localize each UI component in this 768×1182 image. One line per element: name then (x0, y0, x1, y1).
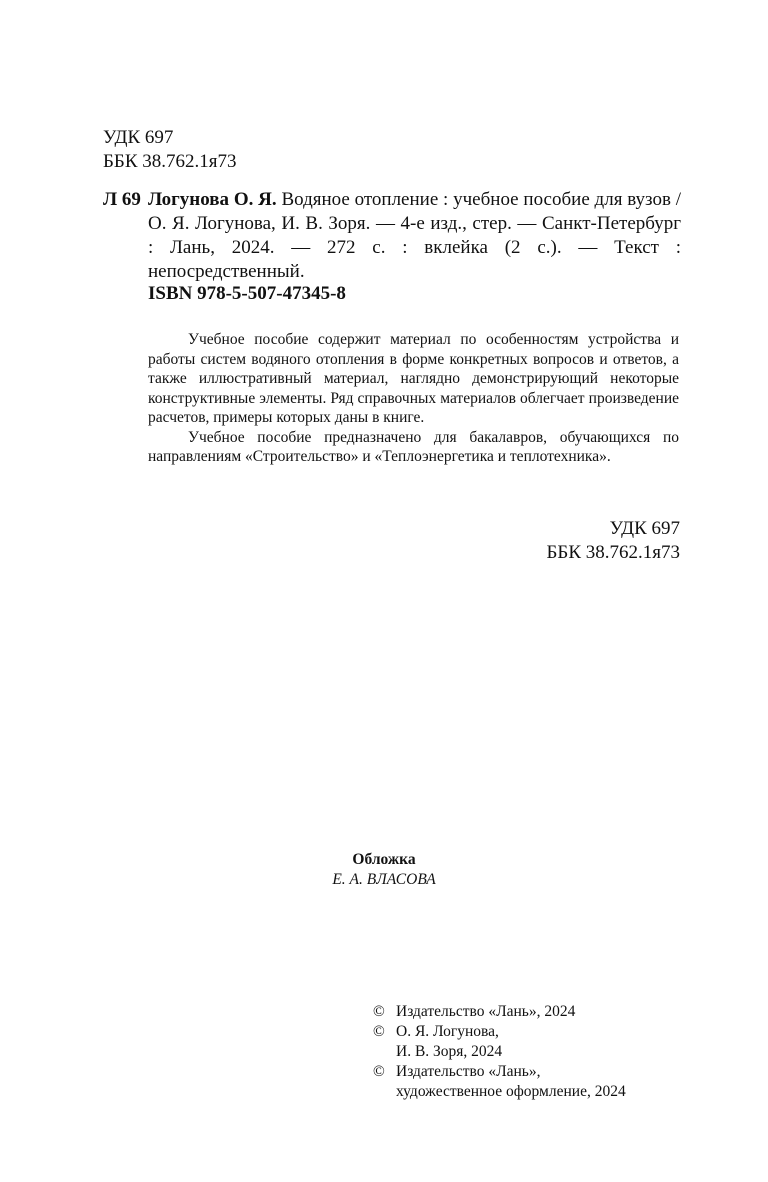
copyright-icon: © (373, 1063, 385, 1080)
bbk-code: ББК 38.762.1я73 (103, 151, 237, 172)
classification-codes-bottom (547, 517, 680, 565)
copyright-icon: © (373, 1023, 385, 1040)
udk-code-bottom: УДК 697 (609, 518, 680, 539)
copyright-text: Издательство «Лань», 2024 (396, 1003, 576, 1020)
annotation (148, 330, 679, 467)
bbk-code-bottom: ББК 38.762.1я73 (546, 542, 680, 563)
author-heading: Логунова О. Я. (148, 189, 277, 210)
copyright-notice-publisher (373, 1002, 703, 1022)
description-text: Водяное отопление : учебное пособие для вузов / О. Я. Логунова, И. В. Зоря. — 4-е изд., стер. — Санкт-Петербург : Лань, 2024. — 272 с. : вклейка (2 с.). — Текст : непосредственный. (148, 189, 681, 282)
udk-code: УДК 697 (103, 127, 174, 148)
cover-credit (0, 850, 768, 889)
isbn: ISBN 978-5-507-47345-8 (148, 283, 346, 304)
annotation-paragraph-1: Учебное пособие содержит материал по особенностям устройства и работы систем водяного отопления в форме конкретных вопросов и ответов, а также иллюстративный материал, наглядно демонстрирующий некоторые конструктивные элементы. Ряд справочных материалов облегчает произведение расчетов, примеры которых даны в книге. (148, 331, 679, 426)
bibliographic-description (148, 188, 681, 284)
copyright-text: И. В. Зоря, 2024 (396, 1043, 503, 1060)
copyright-text: Издательство «Лань», (396, 1063, 541, 1080)
cutter-code: Л 69 (103, 189, 141, 210)
copyright-notices (373, 1002, 703, 1102)
catalog-record (103, 188, 681, 284)
annotation-paragraph-2: Учебное пособие предназначено для бакалавров, обучающихся по направлениям «Строительство» и «Теплоэнергетика и теплотехника». (148, 428, 679, 465)
cover-designer: Е. А. ВЛАСОВА (332, 870, 436, 888)
copyright-text: О. Я. Логунова, (396, 1023, 499, 1040)
copyright-notice-design (373, 1062, 703, 1102)
classification-codes-top (103, 126, 236, 174)
cover-label: Обложка (352, 851, 416, 868)
copyright-notice-authors (373, 1022, 703, 1062)
copyright-icon: © (373, 1003, 385, 1020)
copyright-text: художественное оформление, 2024 (396, 1083, 626, 1100)
